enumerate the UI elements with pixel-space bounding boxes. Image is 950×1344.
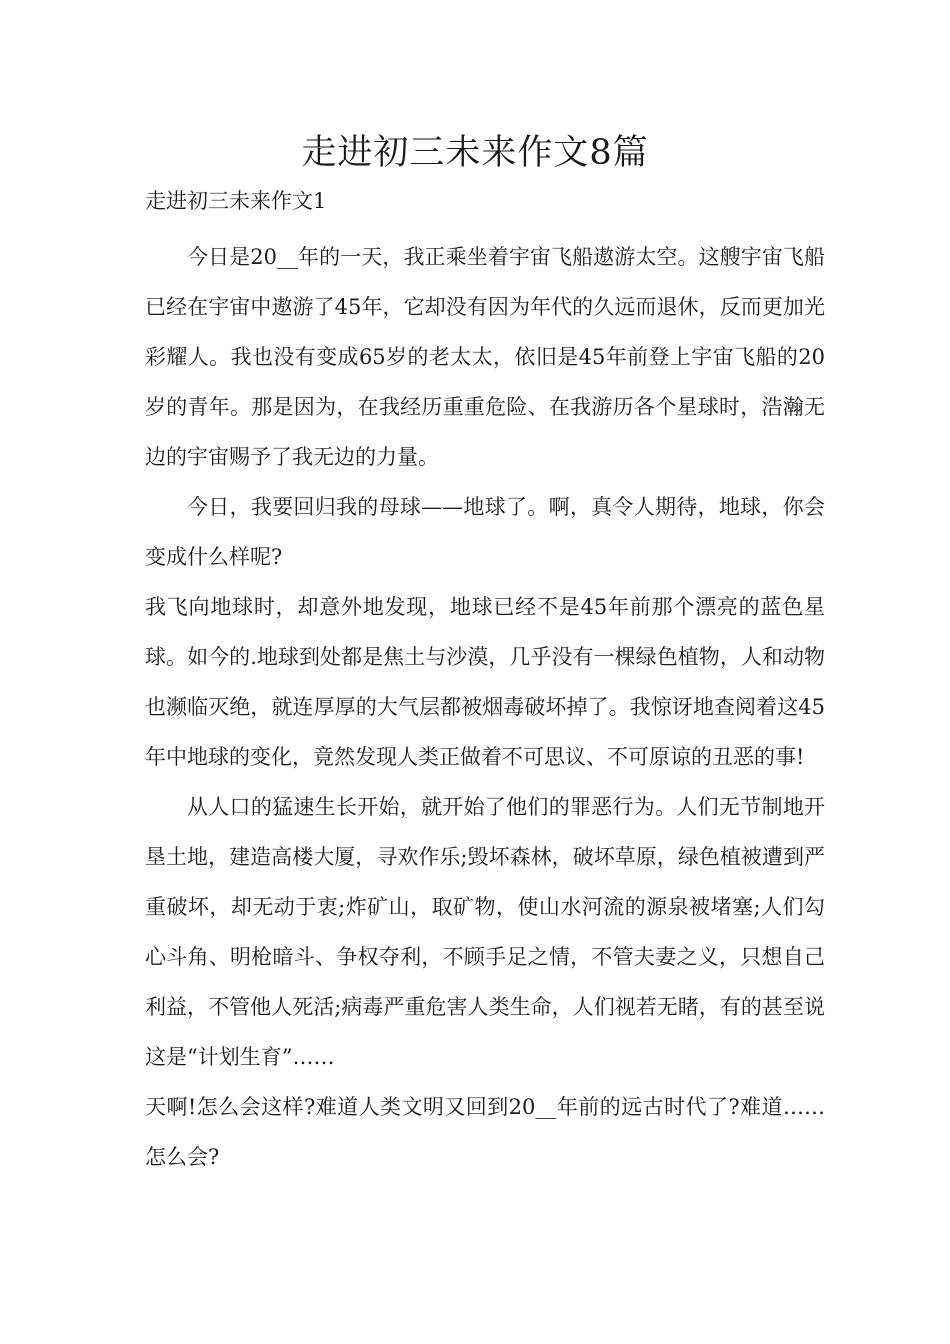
- essay-body: [145, 232, 825, 1182]
- paragraph-4: 从人口的猛速生长开始，就开始了他们的罪恶行为。人们无节制地开垦土地，建造高楼大厦，寻欢作乐;毁坏森林，破坏草原，绿色植被遭到严重破坏，却无动于衷;炸矿山，取矿物，使山水河流的源泉被堵塞;人们勾心斗角、明枪暗斗、争权夺利，不顾手足之情，不管夫妻之义，只想自己利益，不管他人死活;病毒严重危害人类生命，人们视若无睹，有的甚至说这是“计划生育”……: [145, 795, 825, 1069]
- essay-subtitle: 走进初三未来作文1: [145, 189, 327, 213]
- paragraph-5: 天啊!怎么会这样?难道人类文明又回到20__年前的远古时代了?难道……怎么会?: [145, 1095, 825, 1169]
- document-title: 走进初三未来作文8篇: [301, 133, 649, 173]
- paragraph-1: 今日是20__年的一天，我正乘坐着宇宙飞船遨游太空。这艘宇宙飞船已经在宇宙中遨游了45年，它却没有因为年代的久远而退休，反而更加光彩耀人。我也没有变成65岁的老太太，依旧是45年前登上宇宙飞船的20岁的青年。那是因为，在我经历重重危险、在我游历各个星球时，浩瀚无边的宇宙赐予了我无边的力量。: [145, 245, 825, 469]
- paragraph-3: 我飞向地球时，却意外地发现，地球已经不是45年前那个漂亮的蓝色星球。如今的.地球到处都是焦土与沙漠，几乎没有一棵绿色植物，人和动物也濒临灭绝，就连厚厚的大气层都被烟毒破坏掉了。我惊讶地查阅着这45年中地球的变化，竟然发现人类正做着不可思议、不可原谅的丑恶的事!: [145, 595, 825, 769]
- paragraph-2: 今日，我要回归我的母球——地球了。啊，真令人期待，地球，你会变成什么样呢?: [145, 495, 825, 569]
